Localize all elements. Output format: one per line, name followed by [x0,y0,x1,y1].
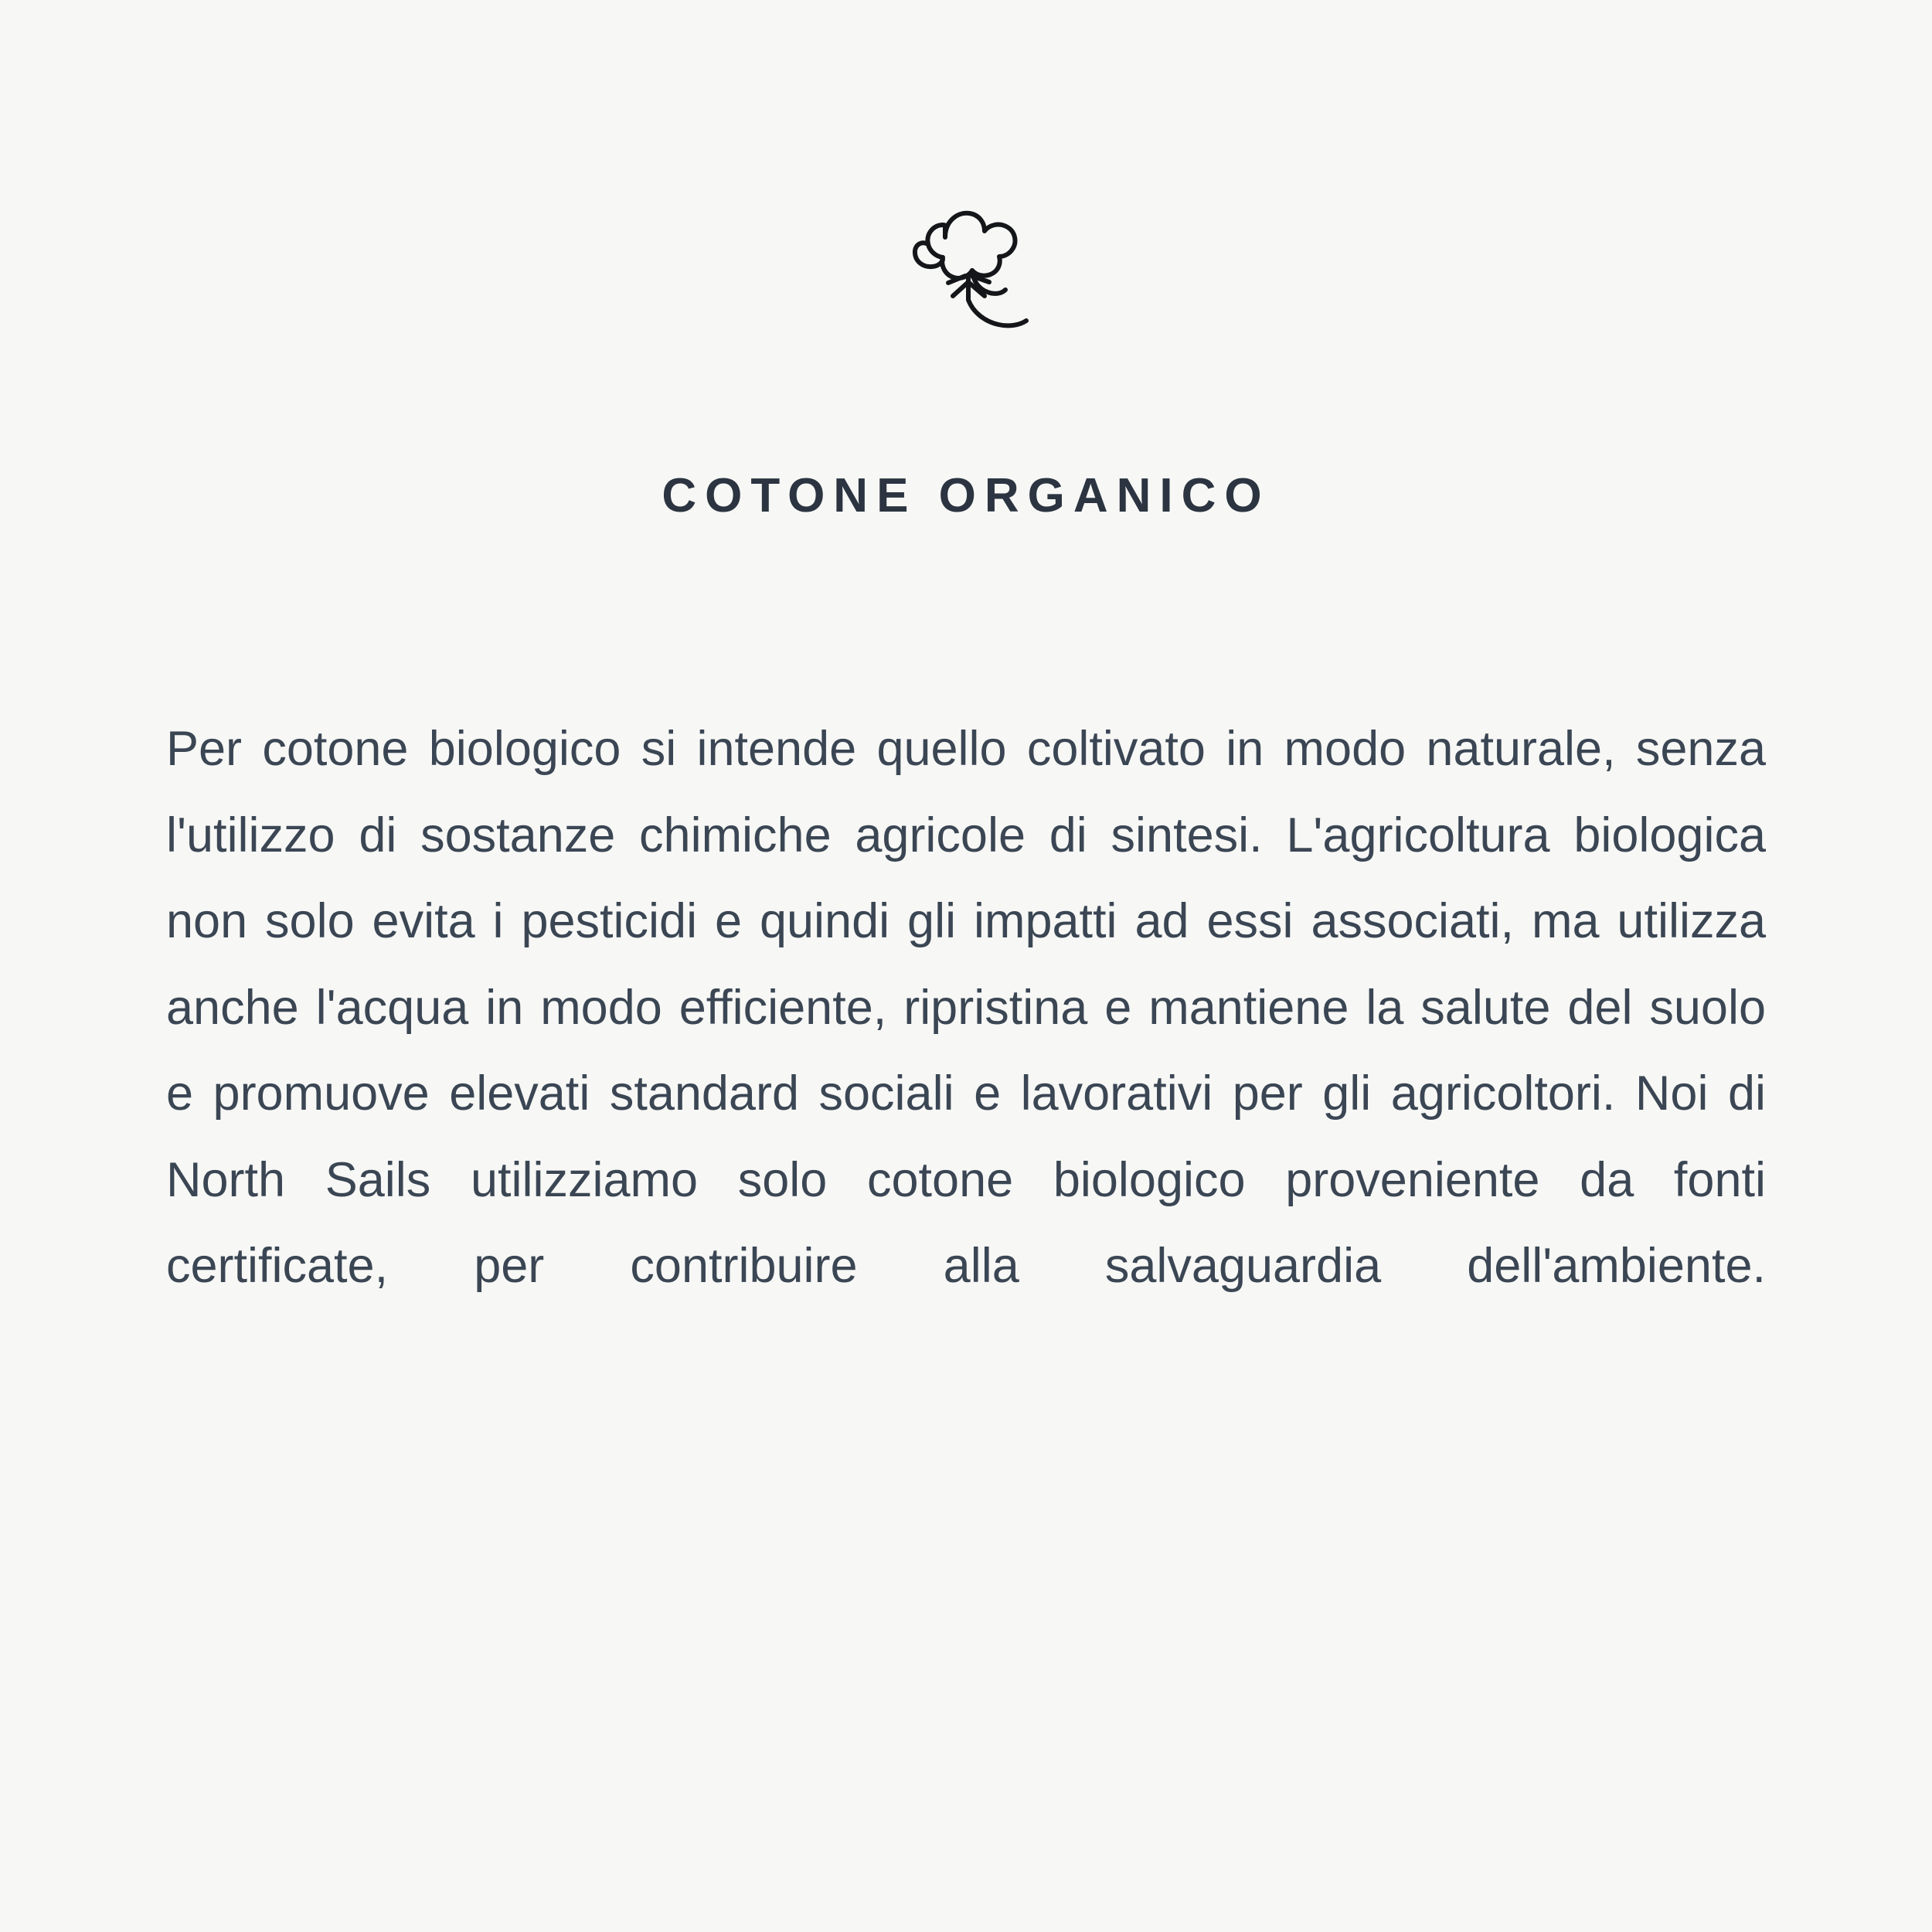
page-title: COTONE ORGANICO [662,469,1270,522]
body-paragraph: Per cotone biologico si intende quello coltivato in modo naturale, senza l'utilizzo di sostanze chimiche agricole di sintesi. L'agricoltura biologica non solo evita i pesticidi e quindi gli impatti ad essi associati, ma utilizza anche l'acqua in modo efficiente, ripristina e mantiene la salute del suolo e promuove elevati standard sociali e lavorativi per gli agricoltori. Noi di North Sails utilizziamo solo cotone biologico proveniente da fonti certificate, per contribuire alla salvaguardia dell'ambiente. [166,722,1766,1294]
cotton-flower-icon [866,192,1066,362]
